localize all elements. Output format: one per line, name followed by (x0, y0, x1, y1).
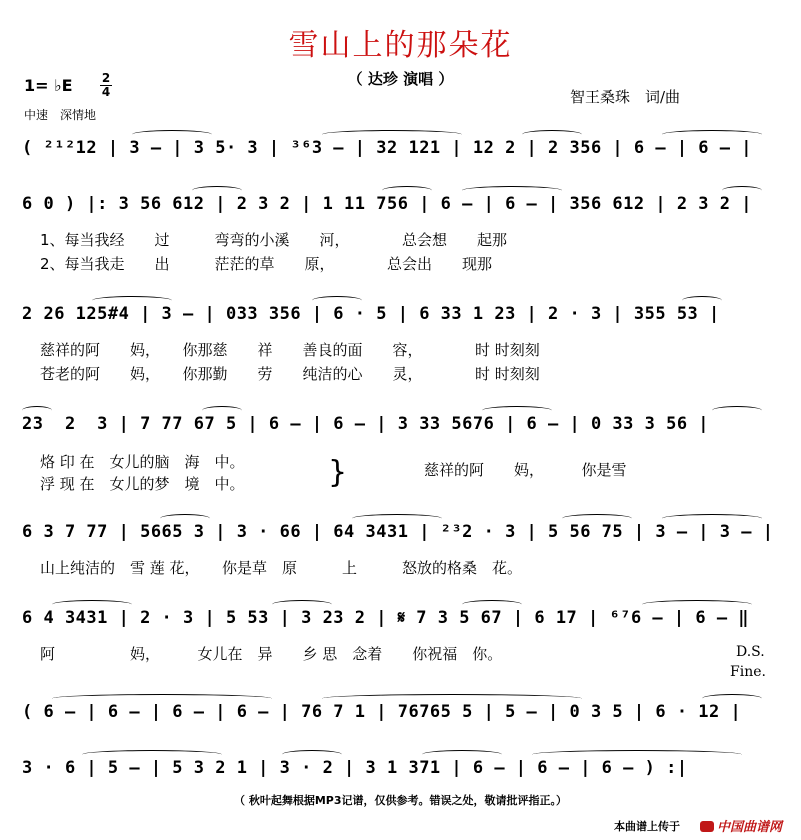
slur-mark (272, 600, 332, 609)
slur-mark (712, 406, 762, 415)
lyric-verse-1: 慈祥的阿 妈， 你那慈 祥 善良的面 容， 时 时刻刻 (40, 341, 540, 359)
notation-line: 3 · 6 | 5 – | 5 3 2 1 | 3 · 2 | 3 1 371 | 6 – | 6 – | 6 – ) :| (22, 758, 688, 778)
slur-mark (352, 514, 442, 523)
lyric-verse-2: 浮 现 在 女儿的梦 境 中。 (40, 475, 245, 493)
notation-line: 6 0 ) |: 3 56 612 | 2 3 2 | 1 11 756 | 6 – | 6 – | 356 612 | 2 3 2 | (22, 194, 752, 214)
slur-mark (52, 600, 132, 609)
transcriber-note: （ 秋叶起舞根据MP3记谱，仅供参考。错误之处，敬请批评指正。） (234, 794, 567, 807)
score-row-7 (22, 700, 782, 724)
lyric-verse-1: 烙 印 在 女儿的脑 海 中。 (40, 453, 245, 471)
lyric-verse-2: 2、每当我走 出 茫茫的草 原， 总会出 现那 (40, 255, 493, 273)
slur-mark (92, 296, 172, 305)
slur-mark (132, 130, 212, 139)
notation-line: 6 3 7 77 | 5665 3 | 3 · 66 | 64 3431 | ²³2 · 3 | 5 56 75 | 3 – | 3 – | (22, 522, 774, 542)
slur-mark (702, 694, 762, 703)
verse-brace: } (328, 455, 348, 490)
song-title: 雪山上的那朵花 (288, 28, 513, 63)
key-signature: 1= ♭E (24, 76, 73, 95)
slur-mark (462, 186, 562, 195)
slur-mark (462, 600, 522, 609)
score-row-5 (22, 520, 782, 544)
slur-mark (52, 694, 272, 703)
site-logo-icon (700, 821, 714, 832)
slur-mark (482, 406, 552, 415)
slur-mark (662, 514, 762, 523)
dal-segno-marking: D.S. (736, 644, 765, 660)
time-signature-bottom: 4 (101, 85, 111, 99)
notation-line: ( 6 – | 6 – | 6 – | 6 – | 76 7 1 | 76765 5 | 5 – | 0 3 5 | 6 · 12 | (22, 702, 742, 722)
slur-mark (160, 514, 210, 523)
lyric-chorus: 慈祥的阿 妈， 你是雪 (424, 461, 627, 479)
notation-line: 23 2 3 | 7 77 67 5 | 6 – | 6 – | 3 33 5676 | 6 – | 0 33 3 56 | (22, 414, 710, 434)
site-name: 中国曲谱网 (717, 820, 783, 835)
slur-mark (562, 514, 632, 523)
slur-mark (682, 296, 722, 305)
lyric-chorus: 山上纯洁的 雪 莲 花， 你是草 原 上 怒放的格桑 花。 (40, 559, 523, 577)
time-signature (100, 72, 112, 99)
singer-credit: （ 达珍 演唱 ） (347, 70, 454, 88)
notation-line: ( ²¹²12 | 3 – | 3 5· 3 | ³⁶3 – | 32 121 | 12 2 | 2 356 | 6 – | 6 – | (22, 138, 752, 158)
score-row-6 (22, 606, 782, 630)
slur-mark (322, 130, 462, 139)
lyric-chorus: 阿 妈， 女儿在 异 乡 思 念着 你祝福 你。 (40, 645, 503, 663)
fine-marking: Fine. (730, 664, 766, 680)
slur-mark (202, 406, 242, 415)
slur-mark (642, 600, 752, 609)
lyric-verse-2: 苍老的阿 妈， 你那勤 劳 纯洁的心 灵， 时 时刻刻 (40, 365, 540, 383)
score-row-8 (22, 756, 782, 780)
lyricist-composer-credit: 智王桑珠 词/曲 (570, 88, 681, 106)
slur-mark (662, 130, 762, 139)
tempo-marking: 中速 深情地 (24, 108, 97, 122)
slur-mark (532, 750, 742, 759)
slur-mark (192, 186, 242, 195)
slur-mark (282, 750, 342, 759)
time-signature-top: 2 (101, 71, 111, 85)
slur-mark (422, 750, 502, 759)
upload-note: 本曲谱上传于 (614, 820, 680, 833)
score-row-4 (22, 412, 782, 436)
slur-mark (722, 186, 762, 195)
score-row-3 (22, 302, 782, 326)
slur-mark (22, 406, 52, 415)
slur-mark (522, 130, 582, 139)
site-watermark (700, 816, 782, 835)
slur-mark (82, 750, 222, 759)
slur-mark (312, 296, 362, 305)
slur-mark (322, 694, 582, 703)
score-row-2 (22, 192, 782, 216)
notation-line: 2 26 125#4 | 3 – | 033 356 | 6 · 5 | 6 33 1 23 | 2 · 3 | 355 53 | (22, 304, 720, 324)
notation-line: 6 4 3431 | 2 · 3 | 5 53 | 3 23 2 | 𝄋 7 3 5 67 | 6 17 | ⁶⁷6 – | 6 – ‖ (22, 608, 750, 628)
slur-mark (382, 186, 432, 195)
score-row-1 (22, 136, 782, 160)
lyric-verse-1: 1、每当我经 过 弯弯的小溪 河， 总会想 起那 (40, 231, 508, 249)
